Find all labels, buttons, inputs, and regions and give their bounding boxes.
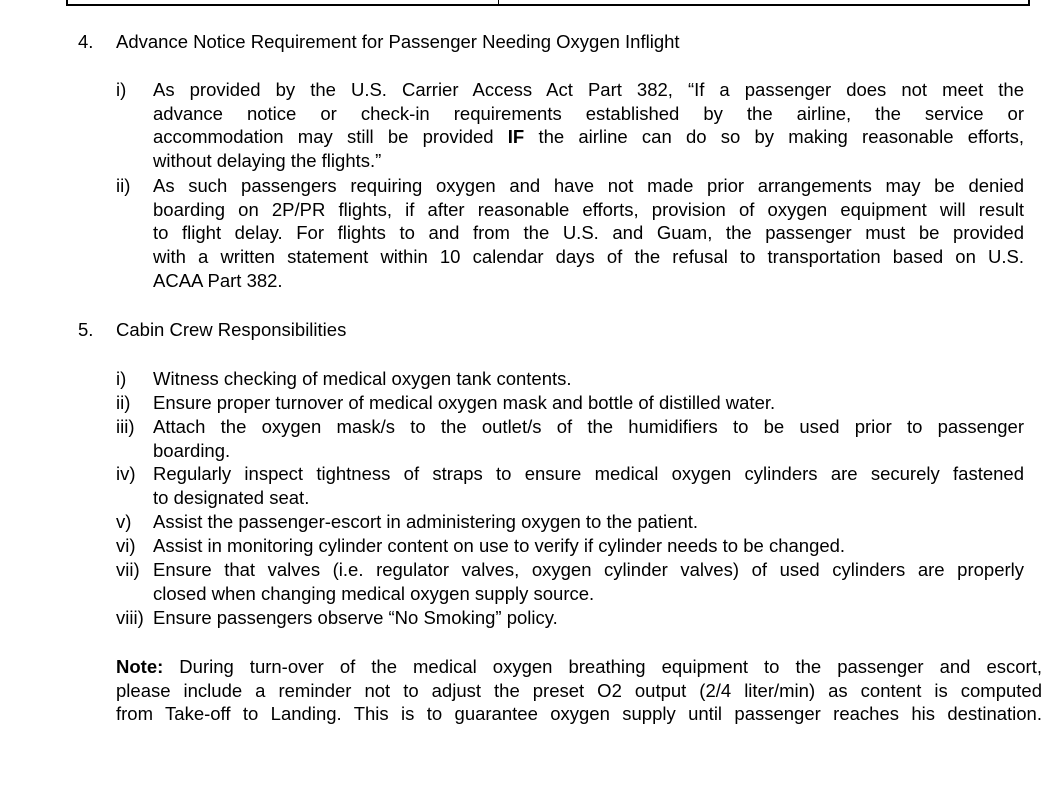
item-number: iv): [116, 463, 136, 484]
text-line: Assist in monitoring cylinder content on use to verify if cylinder needs to be changed.: [153, 535, 846, 556]
text-line: without delaying the flights.”: [153, 150, 382, 172]
section-4-title: Advance Notice Requirement for Passenger Needing Oxygen Inflight: [116, 31, 680, 52]
item-text: [153, 174, 1024, 292]
text-line: to flight delay. For flights to and from the U.S. and Guam, the passenger must be provided: [153, 222, 1024, 244]
item-text: [153, 510, 1024, 534]
note-label: Note:: [116, 656, 164, 677]
item-text: [153, 78, 1024, 173]
item-number: i): [116, 368, 127, 389]
section-4-number: 4.: [78, 31, 94, 52]
item-text: [153, 558, 1024, 605]
text-line: from Take-off to Landing. This is to guarantee oxygen supply until passenger reaches his destination.: [116, 703, 1042, 725]
item-text: [153, 534, 1024, 558]
text-line: [116, 655, 1042, 679]
item-number: i): [116, 79, 127, 100]
text-line: Assist the passenger-escort in administering oxygen to the patient.: [153, 511, 699, 532]
text-line: Ensure that valves (i.e. regulator valves, oxygen cylinder valves) of used cylinders are properly: [153, 559, 1024, 580]
text-line: Witness checking of medical oxygen tank contents.: [153, 368, 572, 389]
text-segment: accommodation may still be provided: [153, 126, 508, 148]
top-table-border: [66, 0, 1030, 6]
text-segment: the airline can do so by making reasonable efforts,: [524, 126, 1024, 148]
text-line: ACAA Part 382.: [153, 269, 283, 291]
item-number: ii): [116, 175, 131, 196]
item-number: vi): [116, 535, 136, 556]
item-number: v): [116, 511, 132, 532]
text-segment: During turn-over of the medical oxygen breathing equipment to the passenger and escort,: [163, 656, 1042, 677]
text-line: boarding.: [153, 439, 231, 461]
text-line: please include a reminder not to adjust the preset O2 output (2/4 liter/min) as content is computed: [116, 679, 1042, 701]
text-line: boarding on 2P/PR flights, if after reasonable efforts, provision of oxygen equipment will result: [153, 198, 1024, 220]
text-line: Ensure proper turnover of medical oxygen mask and bottle of distilled water.: [153, 392, 776, 413]
item-text: [153, 415, 1024, 462]
note-block: [116, 655, 1042, 726]
text-line: closed when changing medical oxygen supply source.: [153, 582, 595, 604]
item-text: [153, 462, 1024, 509]
text-line: As provided by the U.S. Carrier Access Act Part 382, “If a passenger does not meet the: [153, 79, 1024, 100]
item-number: vii): [116, 559, 140, 580]
text-line: [153, 125, 1024, 149]
item-number: iii): [116, 416, 135, 437]
text-line: to designated seat.: [153, 486, 310, 508]
text-line: Regularly inspect tightness of straps to ensure medical oxygen cylinders are securely fastened: [153, 463, 1024, 484]
section-5-number: 5.: [78, 319, 94, 340]
item-number: viii): [116, 607, 144, 628]
item-text: [153, 367, 1024, 391]
item-number: ii): [116, 392, 131, 413]
text-line: As such passengers requiring oxygen and have not made prior arrangements may be denied: [153, 175, 1024, 196]
text-line: Attach the oxygen mask/s to the outlet/s of the humidifiers to be used prior to passenger: [153, 416, 1024, 437]
item-text: [153, 606, 1024, 630]
table-column-divider: [498, 0, 499, 6]
text-line: Ensure passengers observe “No Smoking” policy.: [153, 607, 558, 628]
text-line: with a written statement within 10 calendar days of the refusal to transportation based on U.S.: [153, 246, 1024, 268]
text-line: advance notice or check-in requirements established by the airline, the service or: [153, 102, 1024, 124]
emphasis-if: IF: [507, 126, 525, 148]
section-5-title: Cabin Crew Responsibilities: [116, 319, 347, 340]
item-text: [153, 391, 1024, 415]
